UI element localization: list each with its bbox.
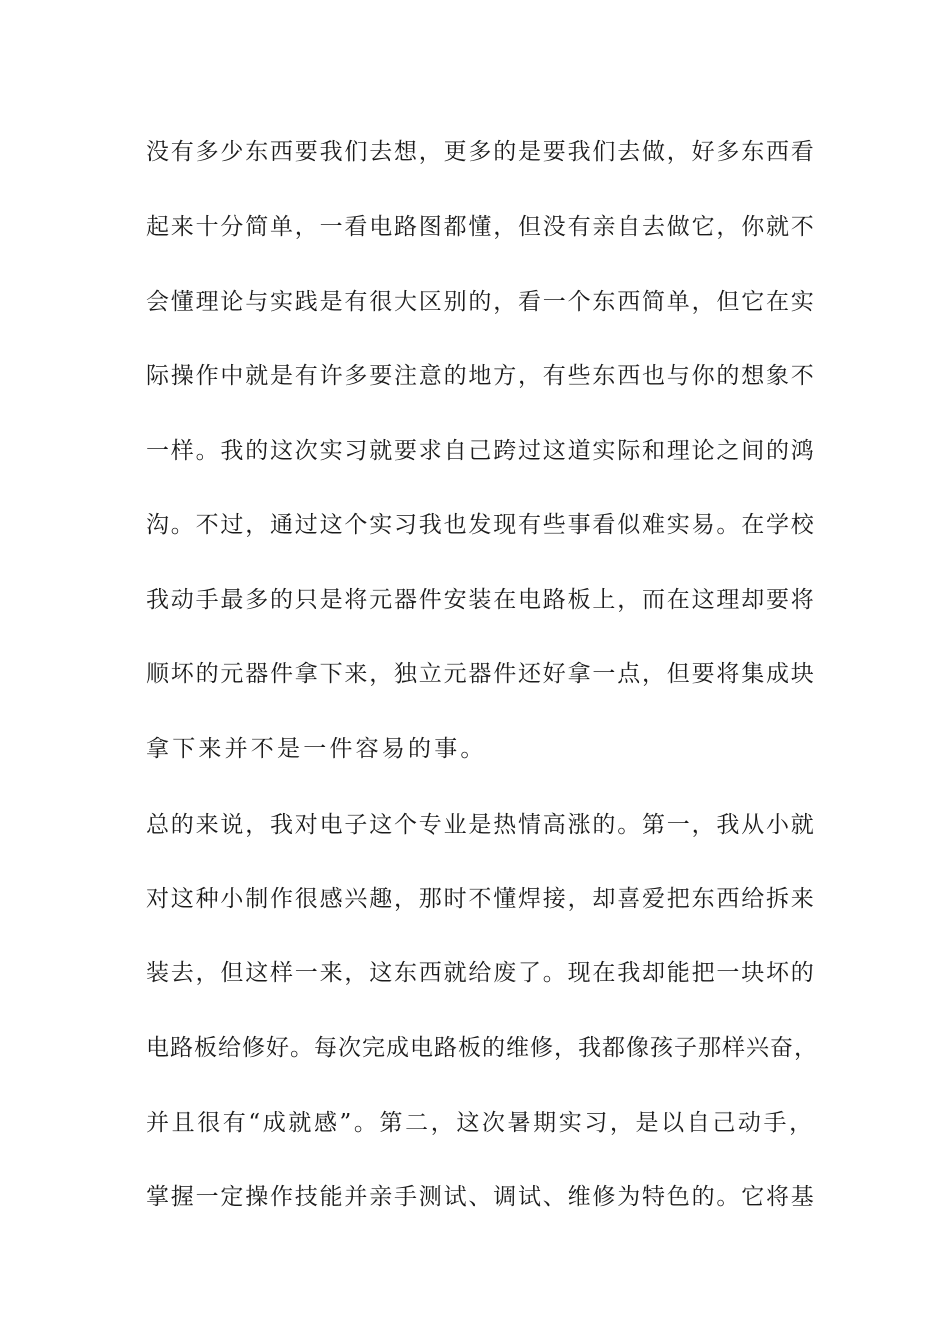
text-line: 拿下来并不是一件容易的事。	[146, 736, 487, 762]
text-line: 一样。我的这次实习就要求自己跨过这道实际和理论之间的鸿	[146, 438, 816, 464]
text-line: 掌握一定操作技能并亲手测试、调试、维修为特色的。它将基	[146, 1184, 816, 1210]
text-line: 沟。不过，通过这个实习我也发现有些事看似难实易。在学校	[146, 512, 816, 538]
text-line: 顺坏的元器件拿下来，独立元器件还好拿一点，但要将集成块	[146, 661, 816, 687]
text-line: 对这种小制作很感兴趣，那时不懂焊接，却喜爱把东西给拆来	[146, 886, 816, 912]
text-line: 电路板给修好。每次完成电路板的维修，我都像孩子那样兴奋，	[146, 1035, 818, 1061]
text-line: 我动手最多的只是将元器件安装在电路板上，而在这理却要将	[146, 587, 816, 613]
text-line: 会懂理论与实践是有很大区别的，看一个东西简单，但它在实	[146, 289, 816, 315]
text-line: 起来十分简单，一看电路图都懂，但没有亲自去做它，你就不	[146, 214, 816, 240]
text-line: 没有多少东西要我们去想，更多的是要我们去做，好多东西看	[146, 139, 816, 165]
text-line: 并且很有“成就感”。第二，这次暑期实习，是以自己动手，	[146, 1110, 815, 1136]
text-line: 总的来说，我对电子这个专业是热情高涨的。第一，我从小就	[146, 812, 816, 838]
text-line: 装去，但这样一来，这东西就给废了。现在我却能把一块坏的	[146, 960, 816, 986]
text-line: 际操作中就是有许多要注意的地方，有些东西也与你的想象不	[146, 363, 816, 389]
